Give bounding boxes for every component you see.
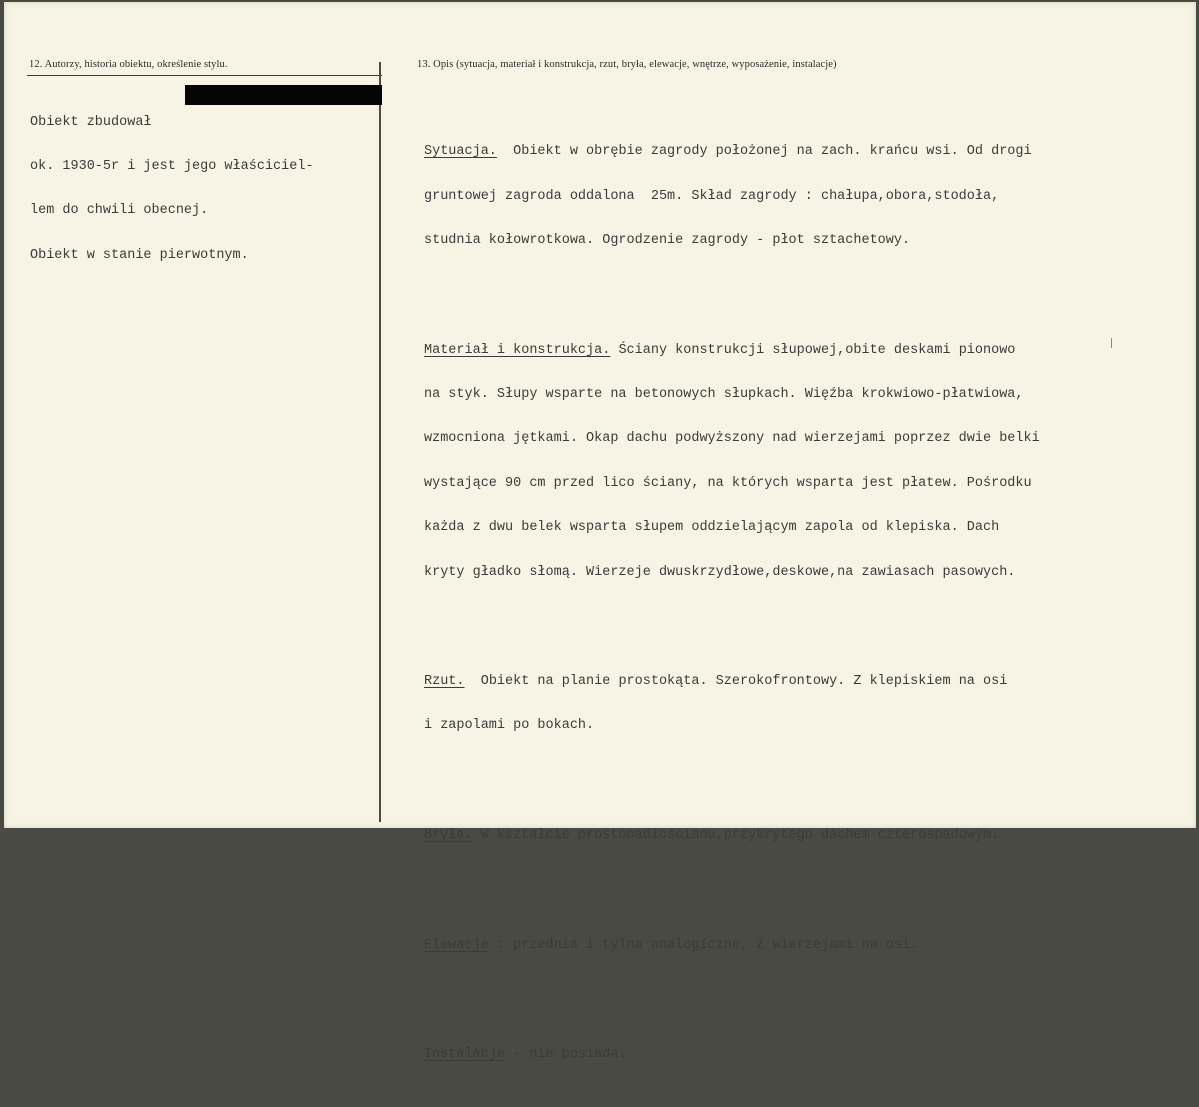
- description-text: [424, 86, 1040, 1107]
- material-paragraph: [424, 314, 1040, 610]
- history-line: Obiekt zbudował: [30, 114, 152, 130]
- description-line: wzmocniona jętkami. Okap dachu podwyższony nad wierzejami poprzez dwie belki: [424, 431, 1040, 447]
- installations-keyword: Instalacje: [424, 1047, 506, 1063]
- description-line: każda z dwu belek wsparta słupem oddzielającym zapola od klepiska. Dach: [424, 520, 1000, 536]
- pencil-mark: [1111, 338, 1112, 348]
- plan-paragraph: [424, 645, 1040, 763]
- description-line: Ściany konstrukcji słupowej,obite deskami pionowo: [610, 342, 1016, 358]
- description-line: W kształcie prostopadłościanu,przykrytego dachem czterospadowym.: [472, 828, 1000, 844]
- section-13-heading: 13. Opis (sytuacja, materiał i konstrukcja, rzut, bryła, elewacje, wnętrze, wyposażenie, instalacje): [417, 59, 837, 70]
- elevations-keyword: Elewacje: [424, 937, 489, 953]
- description-line: gruntowej zagroda oddalona 25m. Skład zagrody : chałupa,obora,stodoła,: [424, 188, 1000, 204]
- history-text: [30, 86, 314, 278]
- installations-paragraph: [424, 1019, 1040, 1093]
- description-line: Obiekt na planie prostokąta. Szerokofrontowy. Z klepiskiem na osi: [464, 674, 1008, 690]
- description-line: kryty gładko słomą. Wierzeje dwuskrzydłowe,deskowe,na zawiasach pasowych.: [424, 564, 1016, 580]
- description-line: Obiekt w obrębie zagrody położonej na zach. krańcu wsi. Od drogi: [496, 144, 1032, 160]
- description-line: - nie posiada.: [505, 1047, 627, 1063]
- description-line: wystające 90 cm przed lico ściany, na których wsparta jest płatew. Pośrodku: [424, 475, 1032, 491]
- elevations-paragraph: [424, 909, 1040, 983]
- situation-paragraph: [424, 116, 1040, 279]
- column-divider: [379, 62, 381, 822]
- history-line: ok. 1930-5r i jest jego właściciel-: [30, 158, 314, 174]
- history-line: Obiekt w stanie pierwotnym.: [30, 247, 249, 263]
- situation-keyword: Sytuacja.: [424, 144, 497, 160]
- material-keyword: Materiał i konstrukcja.: [424, 342, 611, 358]
- form-keyword: Bryła.: [424, 828, 473, 844]
- description-line: na styk. Słupy wsparte na betonowych słupkach. Więźba krokwiowo-płatwiowa,: [424, 386, 1024, 402]
- description-line: studnia kołowrotkowa. Ogrodzenie zagrody - płot sztachetowy.: [424, 232, 911, 248]
- description-line: i zapolami po bokach.: [424, 718, 595, 734]
- redaction-bar: [185, 85, 382, 105]
- description-line: : przednia i tylna analogiczne, z wierzejami na osi.: [488, 937, 919, 953]
- plan-keyword: Rzut.: [424, 674, 465, 690]
- heading-underline: [27, 75, 382, 76]
- history-line: lem do chwili obecnej.: [30, 203, 209, 219]
- form-paragraph: [424, 799, 1040, 873]
- section-12-heading: 12. Autorzy, historia obiektu, określenie stylu.: [29, 59, 228, 70]
